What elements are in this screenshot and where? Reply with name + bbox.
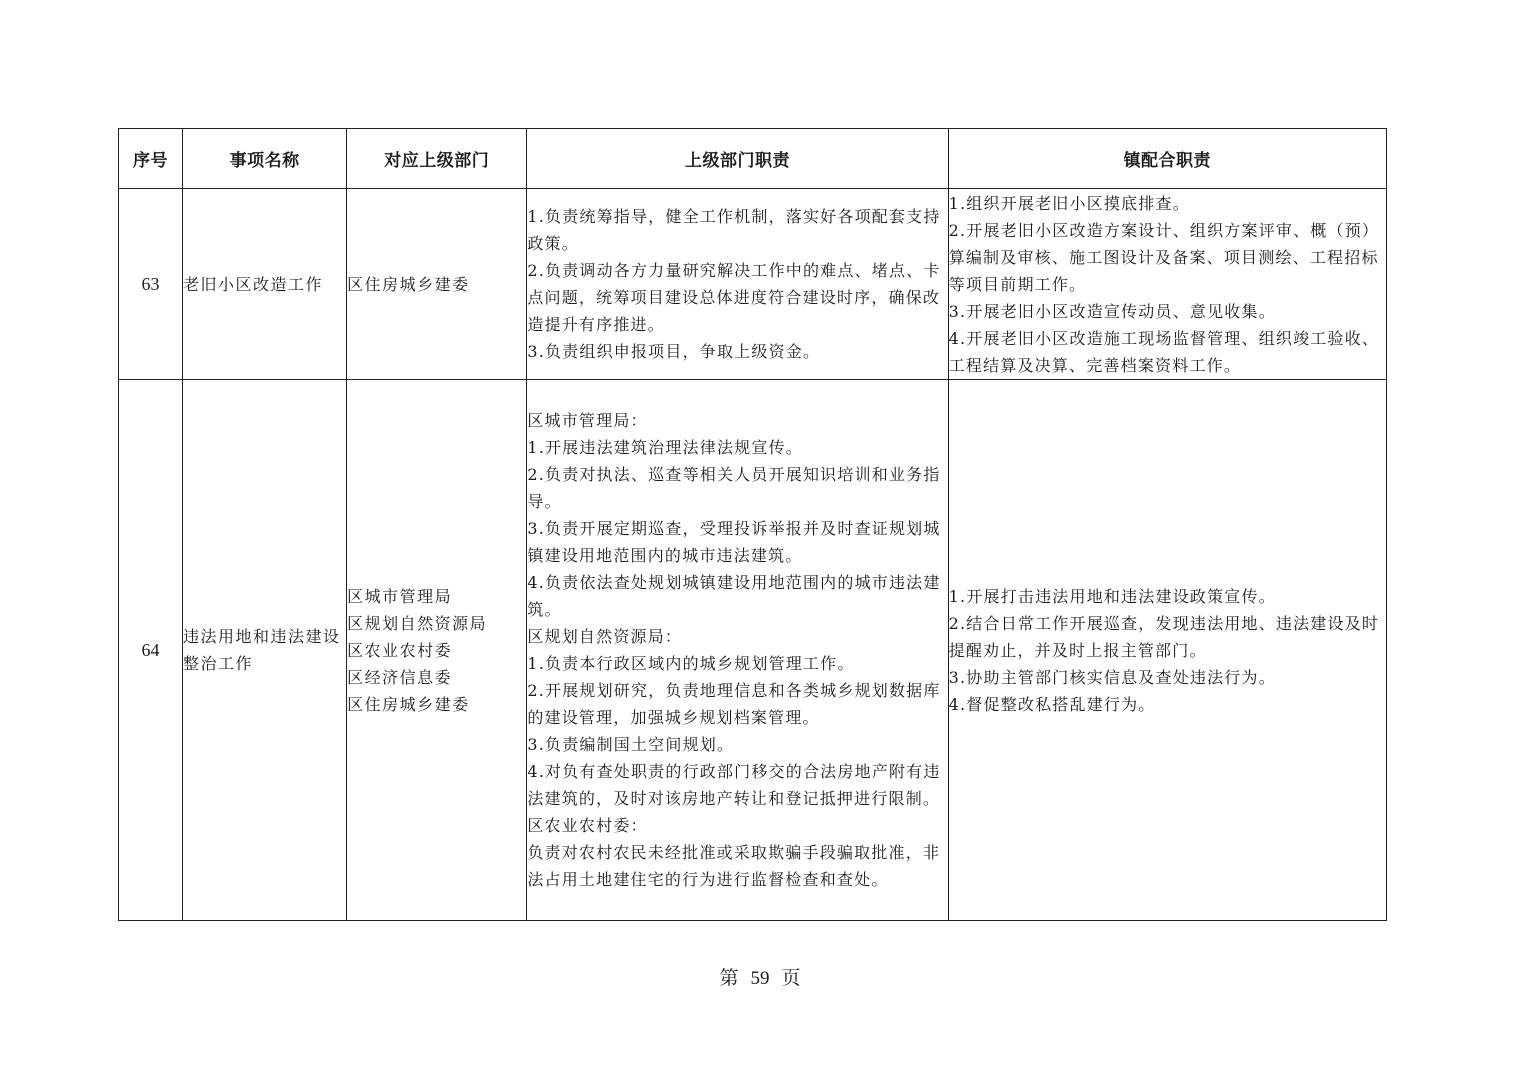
page-value: 59 [750,968,770,989]
item-name: 老旧小区改造工作 [183,189,347,380]
duty-line: 3.负责开展定期巡查，受理投诉举报并及时查证规划城镇建设用地范围内的城市违法建筑。 [527,519,941,565]
duty-line: 2.结合日常工作开展巡查，发现违法用地、违法建设及时提醒劝止，并及时上报主管部门。 [948,613,1380,660]
duty-line: 3.协助主管部门核实信息及查处违法行为。 [948,667,1276,687]
header-row [119,129,1387,189]
item-name: 违法用地和违法建设整治工作 [183,380,347,921]
duty-line: 4.对负有查处职责的行政部门移交的合法房地产附有违法建筑的，及时对该房地产转让和登记抵押进行限制。 [527,762,941,808]
duty-line: 4.督促整改私搭乱建行为。 [948,694,1156,714]
duty-line: 3.开展老旧小区改造宣传动员、意见收集。 [948,301,1276,321]
header-superior-dept: 对应上级部门 [347,129,527,189]
town-duty [948,380,1386,921]
dept-line: 区规划自然资源局 [347,613,488,633]
duty-line: 2.负责调动各方力量研究解决工作中的难点、堵点、卡点问题，统筹项目建设总体进度符合建设时序，确保改造提升有序推进。 [527,261,941,334]
duty-line: 2.负责对执法、巡查等相关人员开展知识培训和业务指导。 [527,465,941,511]
duty-line: 3.负责编制国土空间规划。 [527,735,735,754]
duty-line: 1.开展违法建筑治理法律法规宣传。 [527,438,803,457]
town-duty [948,189,1386,380]
duty-line: 1.组织开展老旧小区摸底排查。 [948,193,1190,213]
header-item-name: 事项名称 [183,129,347,189]
superior-duty [527,380,948,921]
duty-line: 1.负责本行政区域内的城乡规划管理工作。 [527,654,855,673]
duty-line: 负责对农村农民未经批准或采取欺骗手段骗取批准，非法占用土地建住宅的行为进行监督检查和查处。 [527,843,941,889]
row-number: 64 [119,380,183,921]
header-town-duty: 镇配合职责 [948,129,1386,189]
header-no: 序号 [119,129,183,189]
dept-line: 区住房城乡建委 [347,274,470,294]
superior-dept [347,380,527,921]
superior-dept [347,189,527,380]
duty-table [118,128,1387,921]
table-row [119,380,1387,921]
duty-line: 2.开展老旧小区改造方案设计、组织方案评审、概（预）算编制及审核、施工图设计及备案、项目测绘、工程招标等项目前期工作。 [948,220,1380,294]
duty-line: 3.负责组织申报项目，争取上级资金。 [527,342,821,361]
duty-line: 4.负责依法查处规划城镇建设用地范围内的城市违法建筑。 [527,573,941,619]
page-number [0,963,1520,990]
page-suffix: 页 [781,968,801,989]
duty-line: 1.开展打击违法用地和违法建设政策宣传。 [948,586,1276,606]
dept-line: 区住房城乡建委 [347,694,470,714]
dept-line: 区农业农村委 [347,640,453,660]
dept-line: 区城市管理局 [347,586,453,606]
duty-line: 区规划自然资源局： [527,627,683,646]
page-prefix: 第 [719,968,739,989]
duty-line: 4.开展老旧小区改造施工现场监督管理、组织竣工验收、工程结算及决算、完善档案资料工作。 [948,328,1380,375]
duty-line: 区农业农村委： [527,816,648,835]
row-number: 63 [119,189,183,380]
header-superior-duty: 上级部门职责 [527,129,948,189]
duty-line: 1.负责统筹指导，健全工作机制，落实好各项配套支持政策。 [527,207,941,253]
table-row [119,189,1387,380]
duty-line: 区城市管理局： [527,411,648,430]
dept-line: 区经济信息委 [347,667,453,687]
duty-line: 2.开展规划研究，负责地理信息和各类城乡规划数据库的建设管理，加强城乡规划档案管理。 [527,681,941,727]
superior-duty [527,189,948,380]
